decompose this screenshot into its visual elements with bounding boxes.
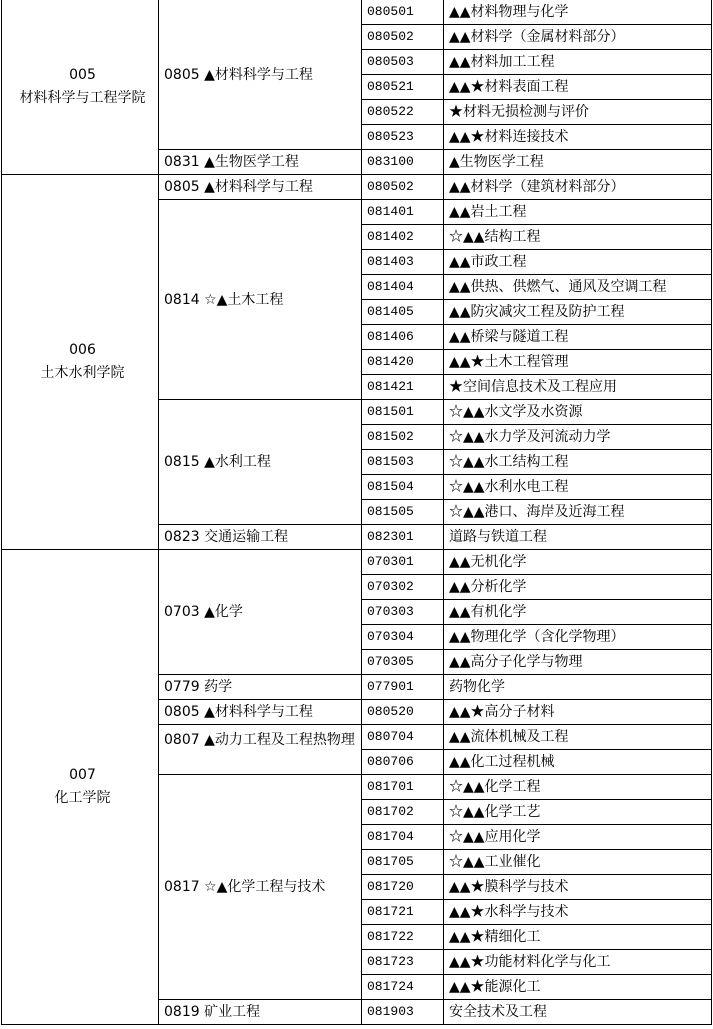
first-level-name: ☆▲土木工程 — [204, 291, 284, 308]
first-level-name: 药学 — [204, 679, 233, 695]
first-level-cell — [159, 725, 362, 775]
first-level-code: 0817 — [164, 879, 200, 895]
subject-name: ★材料无损检测与评价 — [444, 100, 712, 125]
subject-name: ☆▲▲水力学及河流动力学 — [444, 425, 712, 450]
first-level-code: 0805 — [164, 179, 200, 195]
subject-code: 070301 — [362, 550, 444, 575]
subject-name: ▲▲岩土工程 — [444, 200, 712, 225]
first-level-cell — [159, 675, 362, 700]
subject-code: 080523 — [362, 125, 444, 150]
subject-name: ☆▲▲港口、海岸及近海工程 — [444, 500, 712, 525]
subject-code: 081505 — [362, 500, 444, 525]
subject-name: ☆▲▲化学工艺 — [444, 800, 712, 825]
subject-name: ▲▲★能源化工 — [444, 975, 712, 1000]
first-level-name: ▲材料科学与工程 — [204, 704, 313, 720]
subject-code: 081401 — [362, 200, 444, 225]
first-level-name: 交通运输工程 — [204, 529, 289, 545]
subject-name: ▲生物医学工程 — [444, 150, 712, 175]
first-level-cell — [159, 400, 362, 525]
subject-code: 070303 — [362, 600, 444, 625]
subject-name: ▲▲★土木工程管理 — [444, 350, 712, 375]
first-level-code: 0819 — [164, 1004, 200, 1020]
table-row — [2, 0, 712, 25]
subject-code: 081502 — [362, 425, 444, 450]
first-level-code: 0779 — [164, 679, 200, 695]
first-level-code: 0823 — [164, 529, 200, 545]
first-level-name: ▲材料科学与工程 — [204, 66, 313, 83]
college-cell — [2, 175, 159, 550]
subject-name: ▲▲★水科学与技术 — [444, 900, 712, 925]
subject-name: ☆▲▲工业催化 — [444, 850, 712, 875]
table-row — [2, 550, 712, 575]
subject-code: 081421 — [362, 375, 444, 400]
subject-code: 070305 — [362, 650, 444, 675]
subject-name: ☆▲▲应用化学 — [444, 825, 712, 850]
subject-code: 081504 — [362, 475, 444, 500]
subject-code: 081702 — [362, 800, 444, 825]
subject-name: ▲▲无机化学 — [444, 550, 712, 575]
discipline-table — [1, 0, 712, 1025]
subject-code: 077901 — [362, 675, 444, 700]
subject-code: 081501 — [362, 400, 444, 425]
subject-name: 道路与铁道工程 — [444, 525, 712, 550]
subject-code: 081701 — [362, 775, 444, 800]
subject-name: ☆▲▲水利水电工程 — [444, 475, 712, 500]
subject-name: ▲▲材料物理与化学 — [444, 0, 712, 25]
first-level-cell — [159, 200, 362, 400]
subject-code: 082301 — [362, 525, 444, 550]
subject-name: ▲▲市政工程 — [444, 250, 712, 275]
first-level-cell — [159, 700, 362, 725]
first-level-code: 0703 — [164, 604, 200, 620]
subject-code: 080501 — [362, 0, 444, 25]
first-level-cell — [159, 775, 362, 1000]
first-level-cell — [159, 0, 362, 150]
subject-name: ☆▲▲结构工程 — [444, 225, 712, 250]
subject-name: ▲▲高分子化学与物理 — [444, 650, 712, 675]
subject-code: 083100 — [362, 150, 444, 175]
first-level-code: 0805 — [164, 66, 200, 83]
subject-name: ▲▲分析化学 — [444, 575, 712, 600]
subject-code: 080503 — [362, 50, 444, 75]
subject-name: ☆▲▲化学工程 — [444, 775, 712, 800]
subject-name: ▲▲桥梁与隧道工程 — [444, 325, 712, 350]
subject-name: ▲▲★高分子材料 — [444, 700, 712, 725]
college-code: 007 — [69, 767, 96, 783]
college-cell — [2, 0, 159, 175]
subject-name: ▲▲流体机械及工程 — [444, 725, 712, 750]
first-level-cell — [159, 150, 362, 175]
first-level-name: ▲生物医学工程 — [204, 154, 299, 170]
subject-name: ▲▲供热、供燃气、通风及空调工程 — [444, 275, 712, 300]
subject-name: 药物化学 — [444, 675, 712, 700]
subject-code: 070302 — [362, 575, 444, 600]
subject-code: 080706 — [362, 750, 444, 775]
first-level-cell — [159, 550, 362, 675]
subject-code: 081720 — [362, 875, 444, 900]
college-name: 土木水利学院 — [40, 365, 125, 381]
first-level-name: ▲材料科学与工程 — [204, 179, 313, 195]
subject-name: ☆▲▲水文学及水资源 — [444, 400, 712, 425]
subject-name: ▲▲★材料表面工程 — [444, 75, 712, 100]
subject-name: ▲▲★功能材料化学与化工 — [444, 950, 712, 975]
first-level-cell — [159, 1000, 362, 1025]
first-level-cell — [159, 525, 362, 550]
subject-name: ▲▲★膜科学与技术 — [444, 875, 712, 900]
first-level-name: ▲水利工程 — [204, 454, 271, 470]
subject-name: ▲▲★精细化工 — [444, 925, 712, 950]
subject-code: 081503 — [362, 450, 444, 475]
subject-name: ☆▲▲水工结构工程 — [444, 450, 712, 475]
subject-name: ▲▲★材料连接技术 — [444, 125, 712, 150]
first-level-cell — [159, 175, 362, 200]
college-code: 006 — [69, 342, 96, 358]
first-level-name: ▲化学 — [204, 604, 243, 620]
subject-name: ▲▲有机化学 — [444, 600, 712, 625]
subject-code: 081406 — [362, 325, 444, 350]
subject-code: 081722 — [362, 925, 444, 950]
subject-name: 安全技术及工程 — [444, 1000, 712, 1025]
first-level-code: 0815 — [164, 454, 200, 470]
college-name: 材料科学与工程学院 — [19, 90, 146, 106]
subject-name: ▲▲防灾减灾工程及防护工程 — [444, 300, 712, 325]
subject-code: 081402 — [362, 225, 444, 250]
subject-name: ▲▲化工过程机械 — [444, 750, 712, 775]
first-level-code: 0814 — [164, 291, 200, 308]
subject-code: 080502 — [362, 25, 444, 50]
college-cell — [2, 550, 159, 1025]
subject-code: 081724 — [362, 975, 444, 1000]
subject-code: 081721 — [362, 900, 444, 925]
table-row — [2, 175, 712, 200]
subject-code: 081404 — [362, 275, 444, 300]
first-level-code: 0807 — [164, 732, 200, 748]
subject-code: 081403 — [362, 250, 444, 275]
first-level-code: 0831 — [164, 154, 200, 170]
first-level-name: ▲动力工程及工程热物理 — [204, 732, 355, 748]
subject-name: ▲▲材料加工工程 — [444, 50, 712, 75]
subject-code: 080704 — [362, 725, 444, 750]
subject-name: ▲▲物理化学（含化学物理） — [444, 625, 712, 650]
subject-code: 081704 — [362, 825, 444, 850]
subject-code: 081420 — [362, 350, 444, 375]
subject-code: 080521 — [362, 75, 444, 100]
subject-code: 081405 — [362, 300, 444, 325]
subject-name: ▲▲材料学（建筑材料部分） — [444, 175, 712, 200]
subject-name: ★空间信息技术及工程应用 — [444, 375, 712, 400]
first-level-name: ☆▲化学工程与技术 — [204, 879, 326, 895]
subject-code: 080520 — [362, 700, 444, 725]
college-name: 化工学院 — [54, 790, 111, 806]
subject-code: 080502 — [362, 175, 444, 200]
first-level-code: 0805 — [164, 704, 200, 720]
subject-name: ▲▲材料学（金属材料部分） — [444, 25, 712, 50]
first-level-name: 矿业工程 — [204, 1004, 261, 1020]
subject-code: 081723 — [362, 950, 444, 975]
subject-code: 081705 — [362, 850, 444, 875]
subject-code: 070304 — [362, 625, 444, 650]
college-code: 005 — [69, 67, 96, 83]
subject-code: 080522 — [362, 100, 444, 125]
subject-code: 081903 — [362, 1000, 444, 1025]
